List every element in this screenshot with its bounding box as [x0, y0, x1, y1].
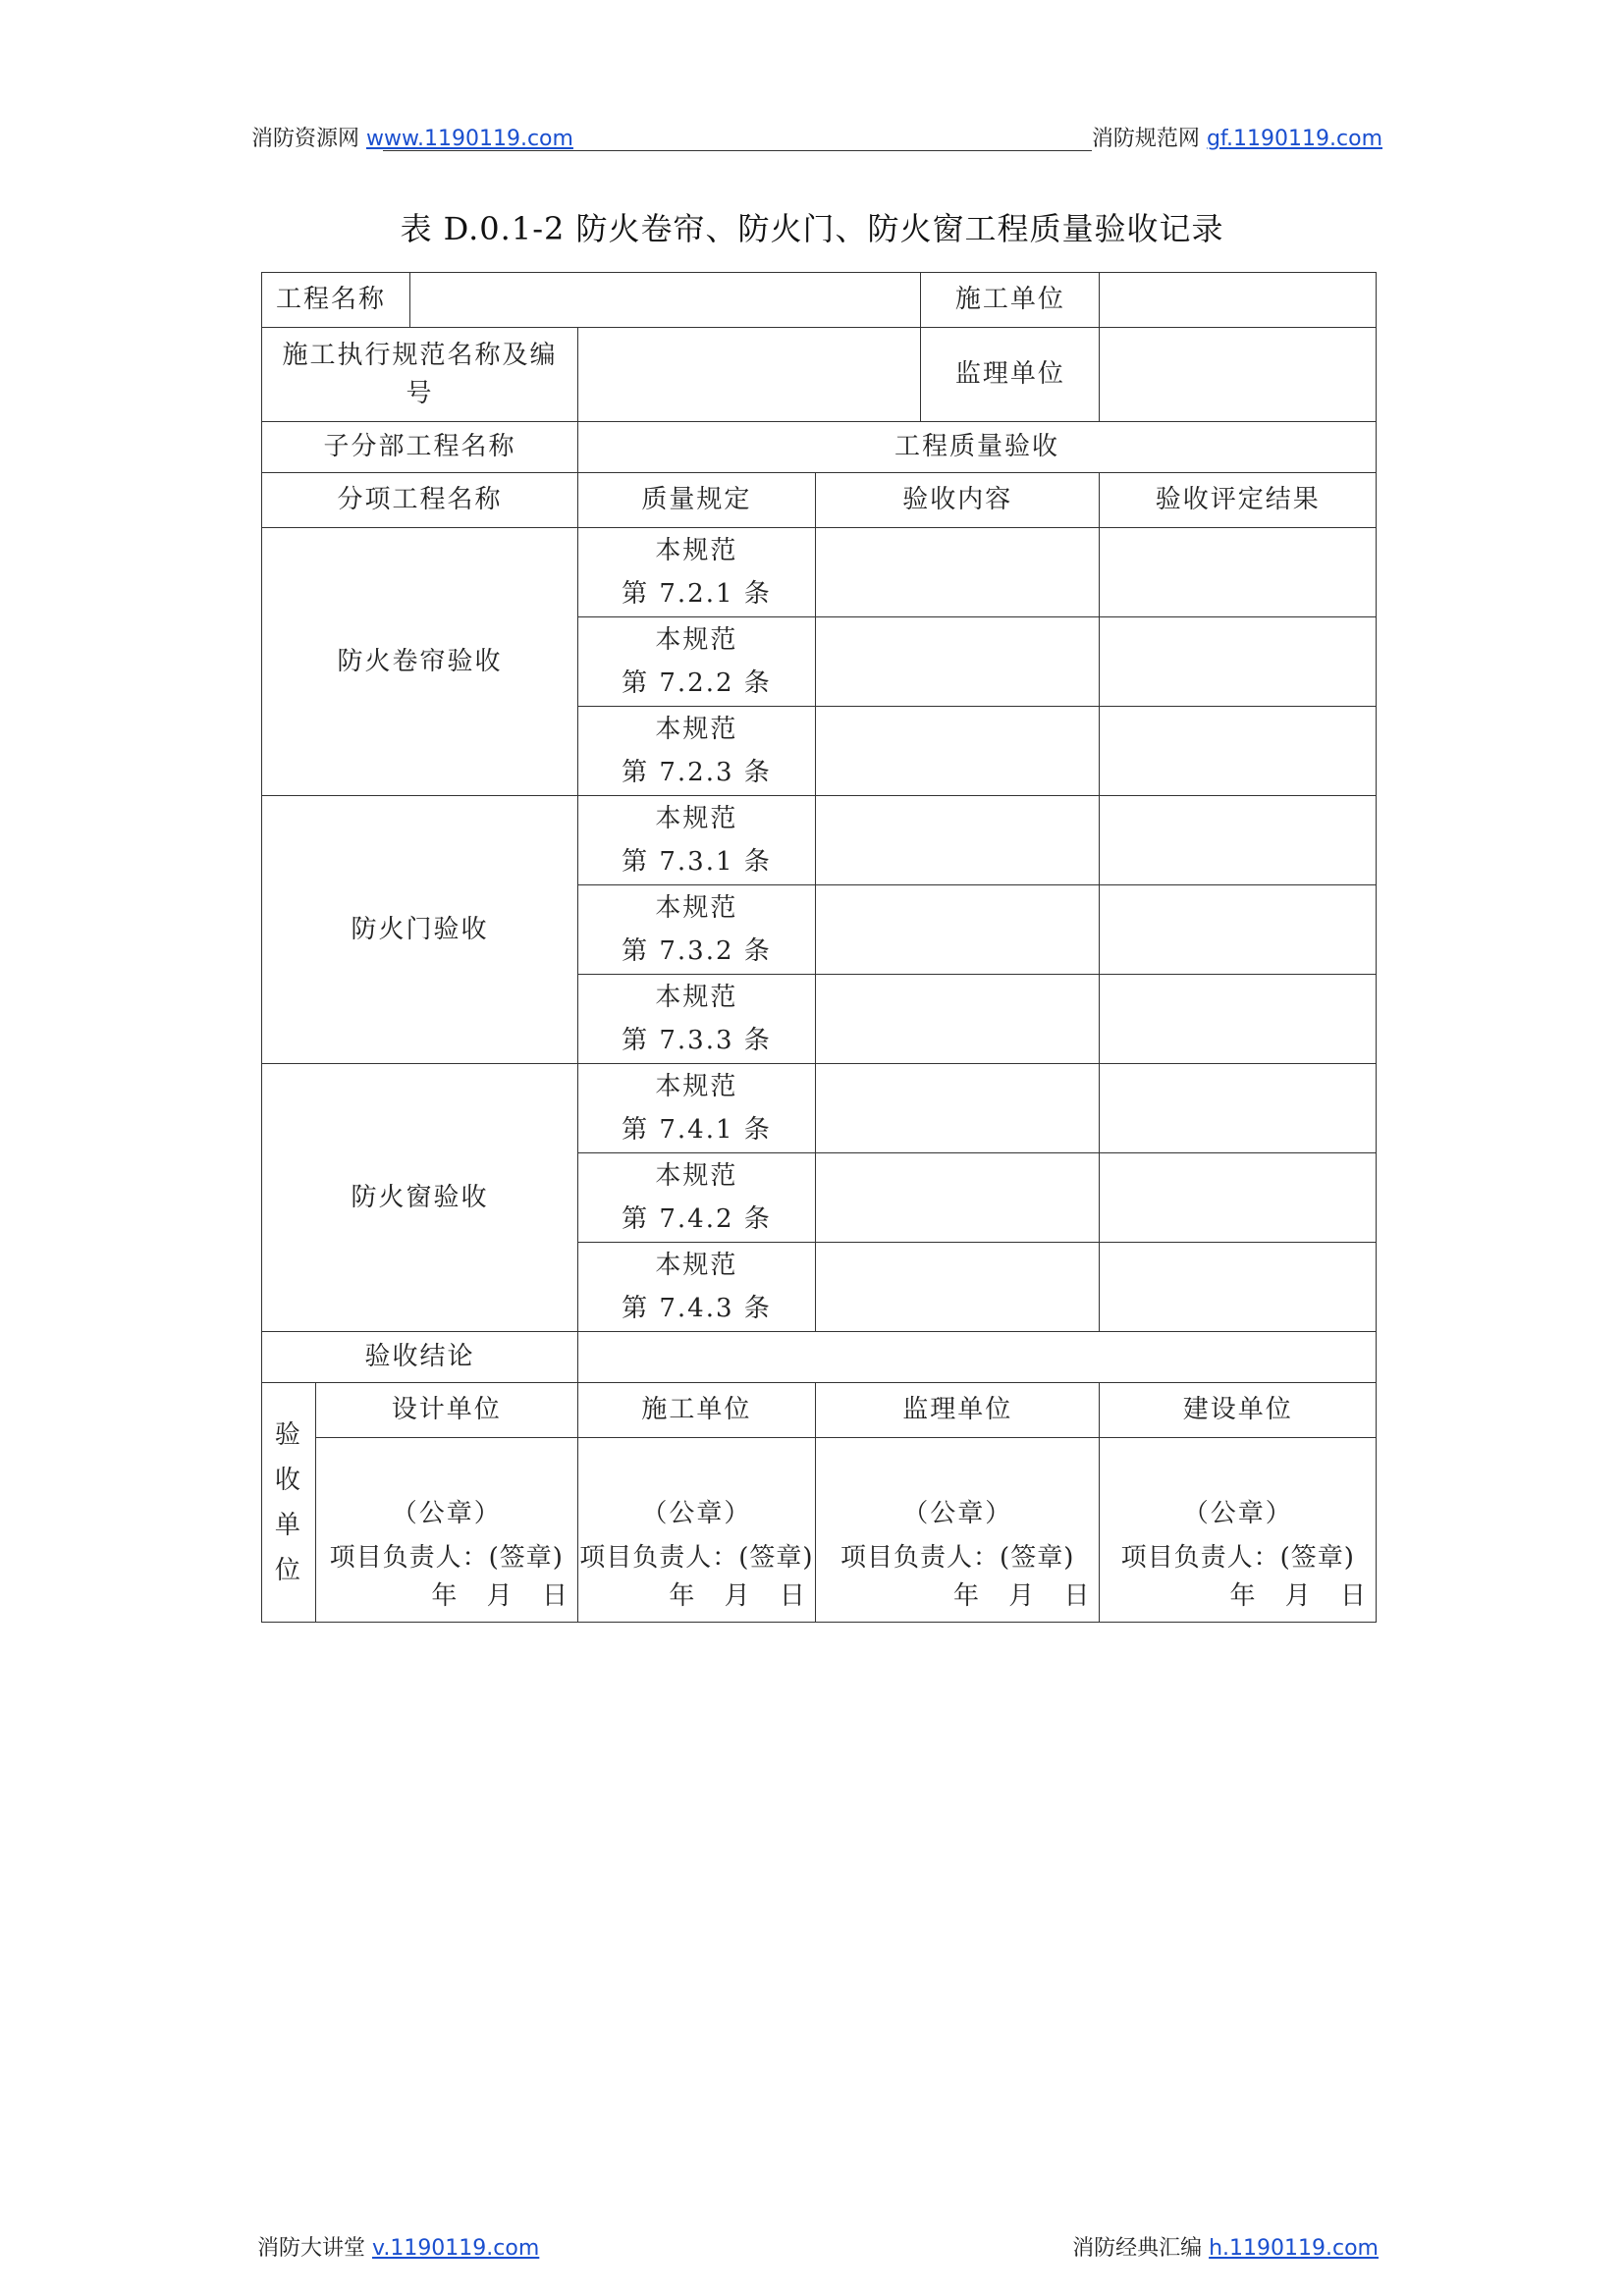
header-left-site: 消防资源网 [251, 127, 360, 151]
quality-rule-cell: 本规范 第 7.3.3 条 [577, 975, 815, 1064]
unit-construction-label: 施工单位 [577, 1383, 815, 1438]
table-row [262, 796, 1377, 885]
col-header-quality-rule: 质量规定 [577, 473, 815, 528]
page-title: 表 D.0.1-2 防火卷帘、防火门、防火窗工程质量验收记录 [400, 210, 1224, 247]
content-cell[interactable] [815, 1153, 1100, 1243]
row-sub-project [262, 422, 1377, 473]
conclusion-value[interactable] [577, 1332, 1376, 1383]
supervision-unit-value[interactable] [1100, 328, 1377, 422]
header-rule [383, 150, 1092, 151]
header-right [1092, 122, 1382, 152]
content-cell[interactable] [815, 796, 1100, 885]
project-name-value[interactable] [409, 273, 920, 328]
acceptance-units-label: 验 收 单 位 [262, 1383, 316, 1623]
content-cell[interactable] [815, 707, 1100, 796]
acceptance-record-table [261, 272, 1377, 1623]
conclusion-label: 验收结论 [262, 1332, 578, 1383]
quality-rule-cell: 本规范 第 7.2.2 条 [577, 617, 815, 707]
unit-owner-label: 建设单位 [1100, 1383, 1377, 1438]
quality-rule-cell: 本规范 第 7.4.2 条 [577, 1153, 815, 1243]
header-left-link[interactable]: www.1190119.com [366, 127, 573, 151]
row-project-name [262, 273, 1377, 328]
table-row [262, 1064, 1377, 1153]
header-right-link[interactable]: gf.1190119.com [1206, 127, 1382, 151]
result-cell[interactable] [1100, 528, 1377, 617]
construction-unit-value[interactable] [1100, 273, 1377, 328]
unit-design-label: 设计单位 [315, 1383, 577, 1438]
content-cell[interactable] [815, 528, 1100, 617]
quality-acceptance-label: 工程质量验收 [577, 422, 1376, 473]
result-cell[interactable] [1100, 885, 1377, 975]
footer-right-site: 消防经典汇编 [1072, 2236, 1203, 2261]
result-cell[interactable] [1100, 975, 1377, 1064]
project-name-label: 工程名称 [262, 273, 410, 328]
quality-rule-cell: 本规范 第 7.3.2 条 [577, 885, 815, 975]
col-header-result: 验收评定结果 [1100, 473, 1377, 528]
header-left [251, 122, 573, 152]
construction-unit-label: 施工单位 [921, 273, 1100, 328]
signature-construction[interactable]: （公章） 项目负责人：(签章) 年 月 日 [577, 1438, 815, 1623]
quality-rule-cell: 本规范 第 7.3.1 条 [577, 796, 815, 885]
result-cell[interactable] [1100, 617, 1377, 707]
content-cell[interactable] [815, 617, 1100, 707]
footer-right-link[interactable]: h.1190119.com [1209, 2236, 1379, 2261]
row-spec [262, 328, 1377, 422]
group-name: 防火卷帘验收 [262, 528, 578, 796]
supervision-unit-label: 监理单位 [921, 328, 1100, 422]
signature-owner[interactable]: （公章） 项目负责人：(签章) 年 月 日 [1100, 1438, 1377, 1623]
footer-right [1072, 2231, 1379, 2262]
signature-design[interactable]: （公章） 项目负责人：(签章) 年 月 日 [315, 1438, 577, 1623]
col-header-content: 验收内容 [815, 473, 1100, 528]
quality-rule-cell: 本规范 第 7.2.3 条 [577, 707, 815, 796]
result-cell[interactable] [1100, 1153, 1377, 1243]
row-units-header [262, 1383, 1377, 1438]
result-cell[interactable] [1100, 1064, 1377, 1153]
content-cell[interactable] [815, 885, 1100, 975]
content-cell[interactable] [815, 1064, 1100, 1153]
content-cell[interactable] [815, 975, 1100, 1064]
row-conclusion [262, 1332, 1377, 1383]
content-cell[interactable] [815, 1243, 1100, 1332]
table-row [262, 528, 1377, 617]
row-column-headers [262, 473, 1377, 528]
group-name: 防火窗验收 [262, 1064, 578, 1332]
result-cell[interactable] [1100, 1243, 1377, 1332]
group-name: 防火门验收 [262, 796, 578, 1064]
spec-label: 施工执行规范名称及编号 [262, 328, 578, 422]
spec-value[interactable] [577, 328, 920, 422]
footer-left-site: 消防大讲堂 [257, 2236, 366, 2261]
unit-supervision-label: 监理单位 [815, 1383, 1100, 1438]
result-cell[interactable] [1100, 796, 1377, 885]
quality-rule-cell: 本规范 第 7.4.3 条 [577, 1243, 815, 1332]
quality-rule-cell: 本规范 第 7.4.1 条 [577, 1064, 815, 1153]
footer-left-link[interactable]: v.1190119.com [372, 2236, 540, 2261]
footer-left [257, 2231, 539, 2262]
signature-supervision[interactable]: （公章） 项目负责人：(签章) 年 月 日 [815, 1438, 1100, 1623]
header-right-site: 消防规范网 [1091, 127, 1200, 151]
col-header-item-name: 分项工程名称 [262, 473, 578, 528]
sub-project-label: 子分部工程名称 [262, 422, 578, 473]
row-signatures [262, 1438, 1377, 1623]
result-cell[interactable] [1100, 707, 1377, 796]
quality-rule-cell: 本规范 第 7.2.1 条 [577, 528, 815, 617]
